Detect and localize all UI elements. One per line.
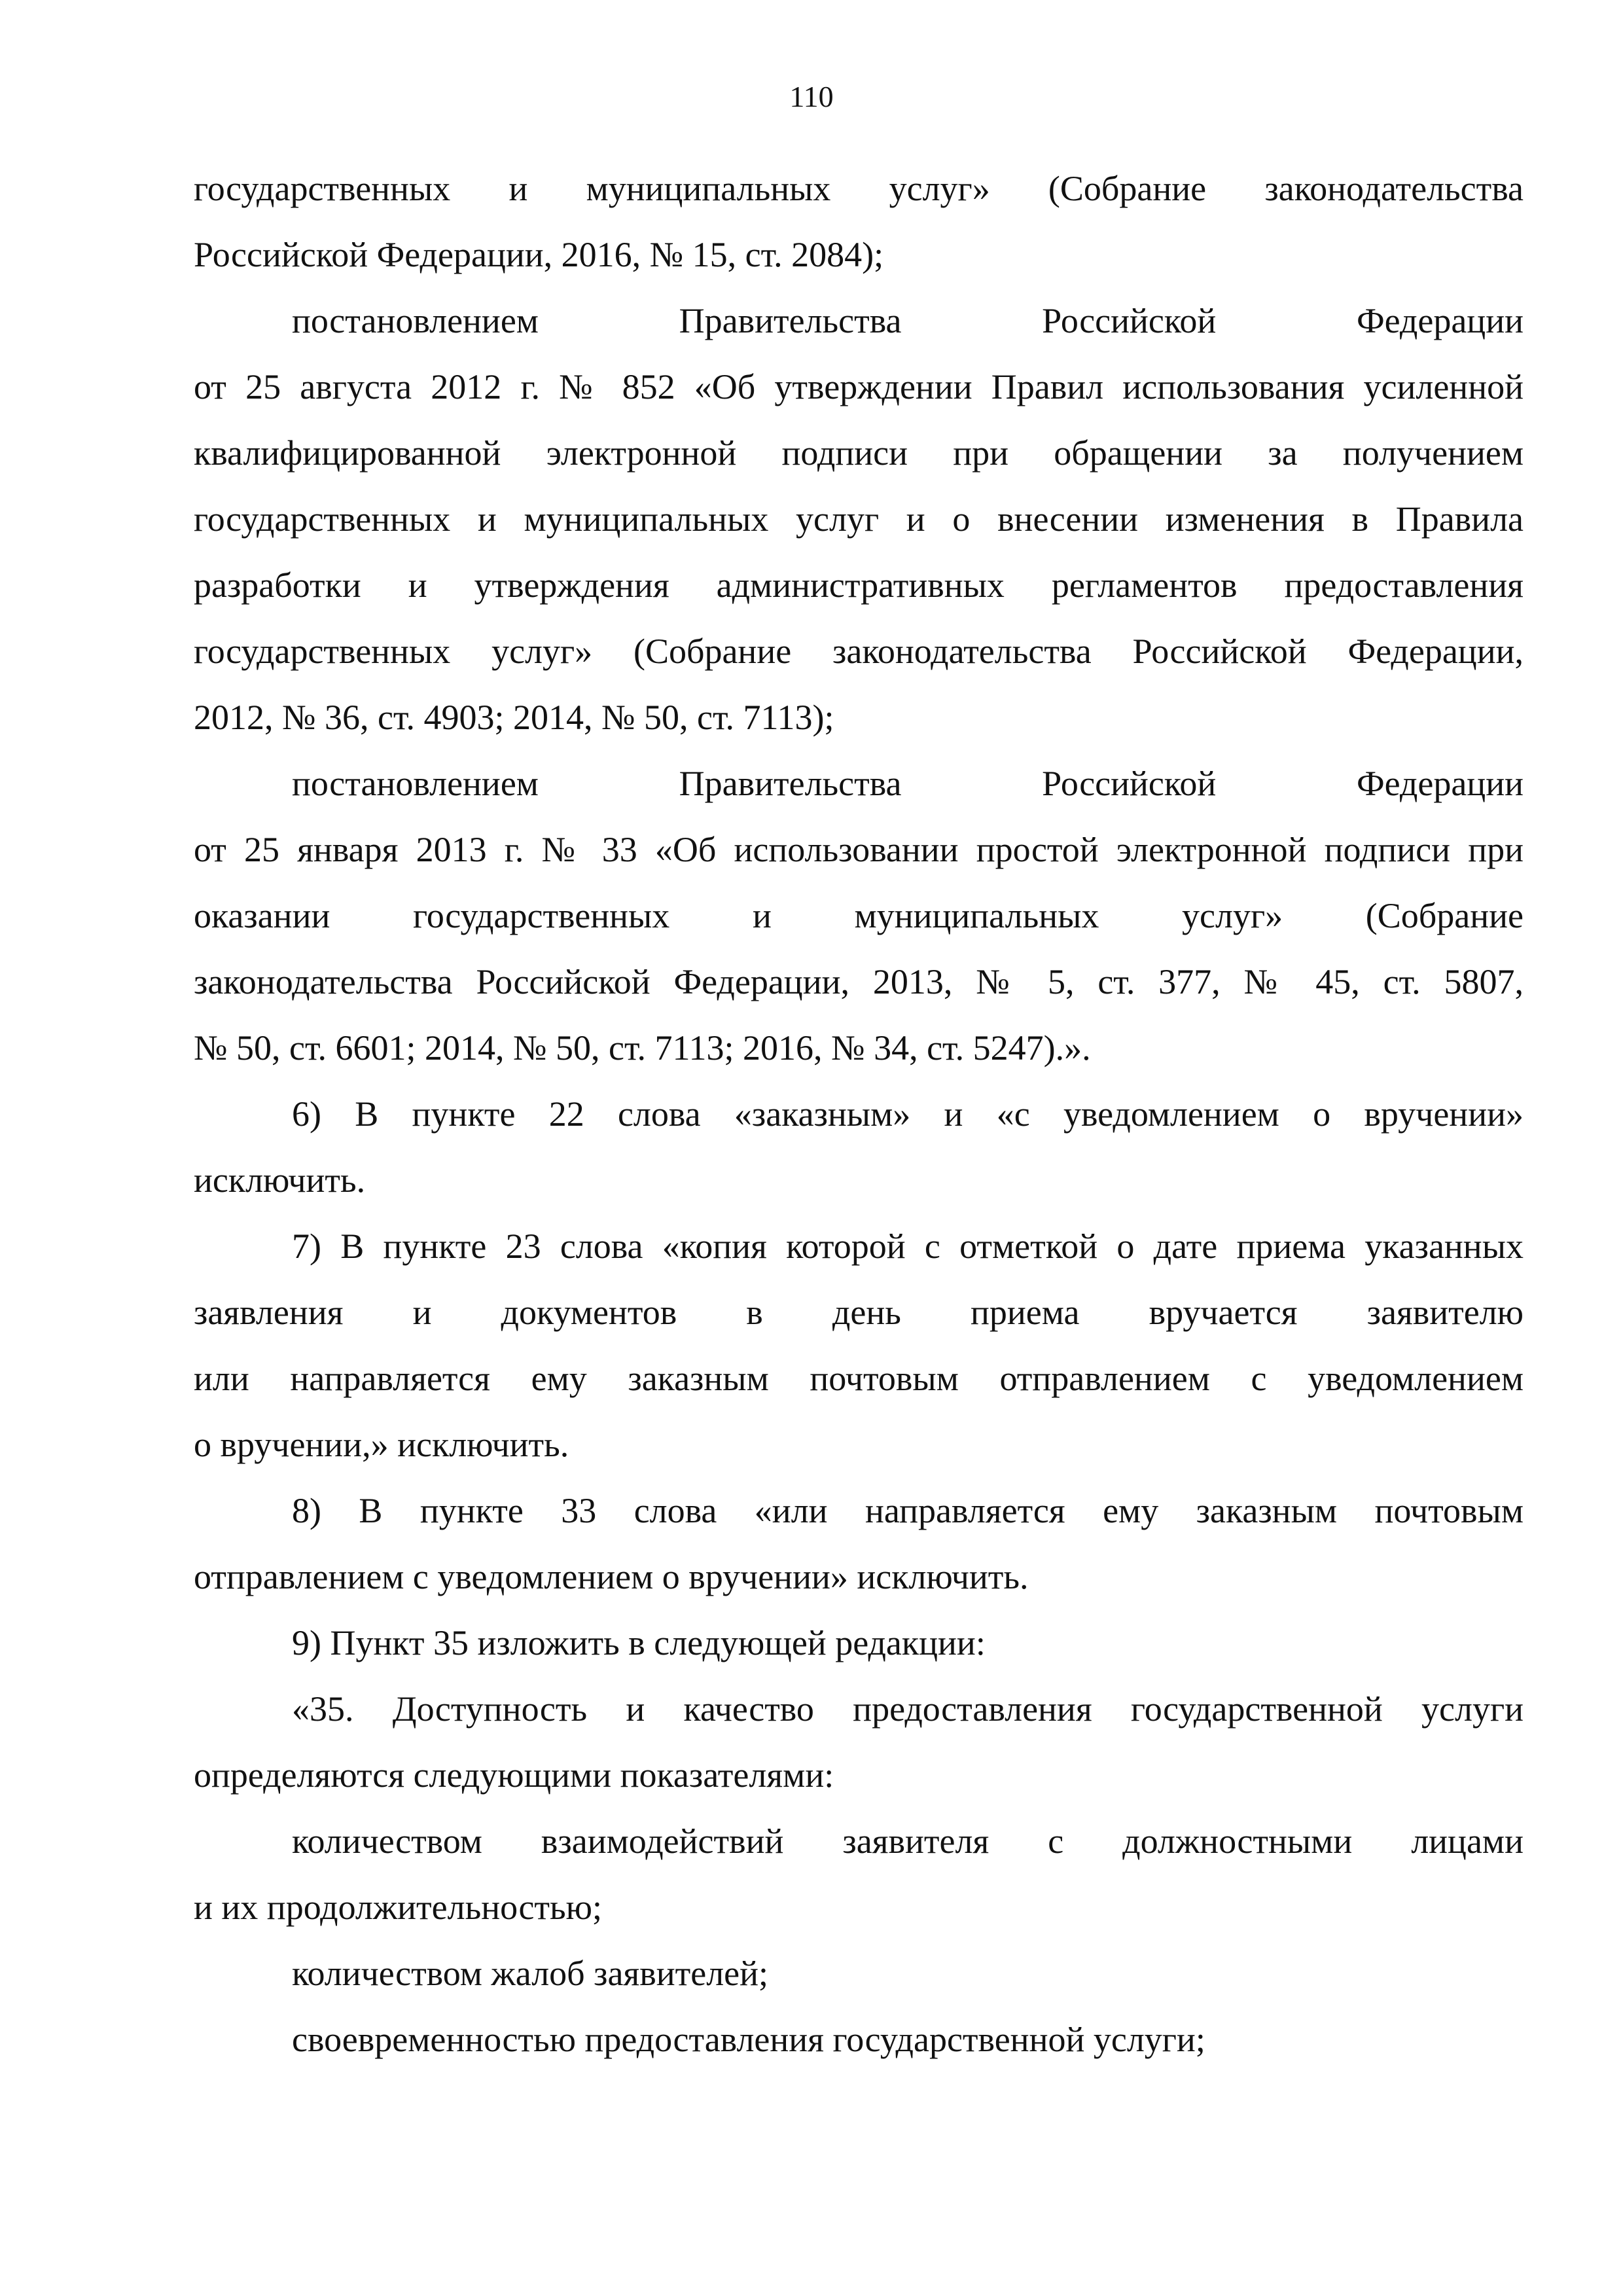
- text-line: 6) В пункте 22 слова «заказным» и «с уведомлением о вручении»: [292, 1094, 1524, 1134]
- text-line: оказании государственных и муниципальных услуг» (Собрание: [194, 896, 1524, 935]
- text-line: постановлением Правительства Российской Федерации: [292, 301, 1524, 340]
- text-line: определяются следующими показателями:: [194, 1755, 834, 1795]
- text-line: Российской Федерации, 2016, № 15, ст. 2084);: [194, 235, 884, 274]
- text-line: исключить.: [194, 1160, 366, 1200]
- text-line: постановлением Правительства Российской Федерации: [292, 764, 1524, 803]
- text-line: законодательства Российской Федерации, 2013, № 5, ст. 377, № 45, ст. 5807,: [194, 962, 1524, 1001]
- text-line: и их продолжительностью;: [194, 1888, 602, 1927]
- text-line: разработки и утверждения административных регламентов предоставления: [194, 565, 1524, 605]
- text-line: 7) В пункте 23 слова «копия которой с отметкой о дате приема указанных: [292, 1227, 1524, 1266]
- text-line: 9) Пункт 35 изложить в следующей редакции:: [292, 1623, 986, 1662]
- document-body: [194, 156, 1524, 2073]
- text-line: 8) В пункте 33 слова «или направляется ему заказным почтовым: [292, 1491, 1524, 1530]
- text-line: квалифицированной электронной подписи при обращении за получением: [194, 433, 1524, 473]
- text-line: количеством жалоб заявителей;: [292, 1954, 769, 1993]
- text-line: или направляется ему заказным почтовым отправлением с уведомлением: [194, 1359, 1524, 1398]
- text-line: отправлением с уведомлением о вручении» исключить.: [194, 1557, 1029, 1596]
- text-line: количеством взаимодействий заявителя с должностными лицами: [292, 1821, 1524, 1861]
- text-line: от 25 января 2013 г. № 33 «Об использовании простой электронной подписи при: [194, 830, 1524, 869]
- text-line: от 25 августа 2012 г. № 852 «Об утверждении Правил использования усиленной: [194, 367, 1524, 406]
- text-line: 2012, № 36, ст. 4903; 2014, № 50, ст. 7113);: [194, 698, 834, 737]
- text-line: заявления и документов в день приема вручается заявителю: [194, 1293, 1524, 1332]
- text-line: «35. Доступность и качество предоставления государственной услуги: [292, 1689, 1524, 1729]
- text-line: своевременностью предоставления государственной услуги;: [292, 2020, 1205, 2059]
- text-line: государственных и муниципальных услуг» (Собрание законодательства: [194, 169, 1524, 208]
- page-number: 110: [789, 80, 834, 113]
- text-line: государственных и муниципальных услуг и о внесении изменения в Правила: [194, 499, 1524, 539]
- text-line: государственных услуг» (Собрание законодательства Российской Федерации,: [194, 632, 1524, 671]
- text-line: № 50, ст. 6601; 2014, № 50, ст. 7113; 2016, № 34, ст. 5247).».: [194, 1028, 1091, 1067]
- text-line: о вручении,» исключить.: [194, 1425, 569, 1464]
